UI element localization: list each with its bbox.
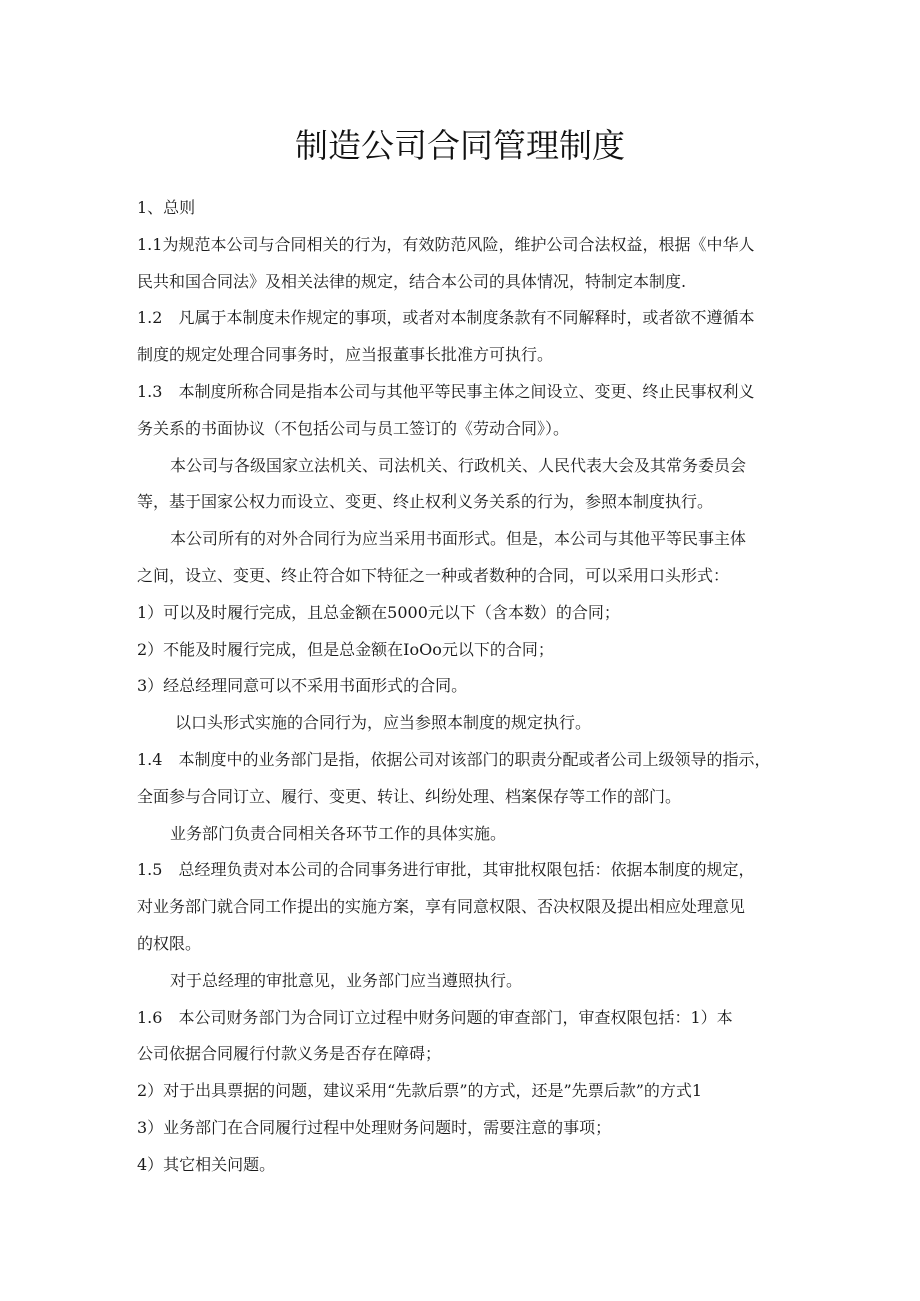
paragraph-line: 1.2 凡属于本制度未作规定的事项，或者对本制度条款有不同解释时，或者欲不遵循本 bbox=[137, 308, 755, 328]
paragraph-line: 以口头形式实施的合同行为，应当参照本制度的规定执行。 bbox=[175, 713, 592, 733]
paragraph-line: 1.4 本制度中的业务部门是指，依据公司对该部门的职责分配或者公司上级领导的指示， bbox=[137, 749, 771, 769]
paragraph-line: 1.5 总经理负责对本公司的合同事务进行审批，其审批权限包括：依据本制度的规定， bbox=[137, 860, 755, 880]
paragraph-line: 务关系的书面协议（不包括公司与员工签订的《劳动合同》）。 bbox=[137, 418, 570, 438]
list-item: 3）经总经理同意可以不采用书面形式的合同。 bbox=[137, 676, 468, 696]
paragraph-line: 之间，设立、变更、终止符合如下特征之一种或者数种的合同，可以采用口头形式： bbox=[137, 565, 730, 585]
list-item: 4）其它相关问题。 bbox=[137, 1154, 276, 1174]
document-body bbox=[137, 190, 789, 1184]
list-item: 2）不能及时履行完成，但是总金额在IoOo元以下的合同； bbox=[137, 639, 554, 659]
list-item: 1）可以及时履行完成，且总金额在5000元以下（含本数）的合同； bbox=[137, 602, 620, 622]
paragraph-line: 1.6 本公司财务部门为合同订立过程中财务问题的审查部门，审查权限包括：1）本 bbox=[137, 1007, 733, 1027]
paragraph-line: 对业务部门就合同工作提出的实施方案，享有同意权限、否决权限及提出相应处理意见 bbox=[137, 897, 746, 917]
paragraph-line: 全面参与合同订立、履行、变更、转让、纠纷处理、档案保存等工作的部门。 bbox=[137, 786, 682, 806]
paragraph-line: 1.3 本制度所称合同是指本公司与其他平等民事主体之间设立、变更、终止民事权利义 bbox=[137, 381, 755, 401]
paragraph-line: 公司依据合同履行付款义务是否存在障碍； bbox=[137, 1044, 442, 1064]
paragraph-line: 的权限。 bbox=[137, 933, 202, 953]
section-heading: 1、总则 bbox=[137, 198, 196, 217]
paragraph-line: 本公司与各级国家立法机关、司法机关、行政机关、人民代表大会及其常务委员会 bbox=[170, 455, 747, 475]
paragraph-line: 制度的规定处理合同事务时，应当报董事长批准方可执行。 bbox=[137, 345, 554, 365]
paragraph-line: 业务部门负责合同相关各环节工作的具体实施。 bbox=[170, 823, 507, 843]
paragraph-line: 对于总经理的审批意见，业务部门应当遵照执行。 bbox=[170, 970, 523, 990]
document-title: 制造公司合同管理制度 bbox=[295, 126, 625, 165]
paragraph-line: 本公司所有的对外合同行为应当采用书面形式。但是，本公司与其他平等民事主体 bbox=[170, 529, 747, 549]
list-item: 3）业务部门在合同履行过程中处理财务问题时，需要注意的事项； bbox=[137, 1117, 612, 1137]
paragraph-line: 民共和国合同法》及相关法律的规定，结合本公司的具体情况，特制定本制度. bbox=[137, 271, 687, 291]
paragraph-line: 1.1为规范本公司与合同相关的行为，有效防范风险，维护公司合法权益，根据《中华人 bbox=[137, 234, 755, 254]
list-item: 2）对于出具票据的问题，建议采用“先款后票”的方式，还是”先票后款”的方式1 bbox=[137, 1081, 703, 1101]
paragraph-line: 等，基于国家公权力而设立、变更、终止权利义务关系的行为，参照本制度执行。 bbox=[137, 492, 714, 512]
